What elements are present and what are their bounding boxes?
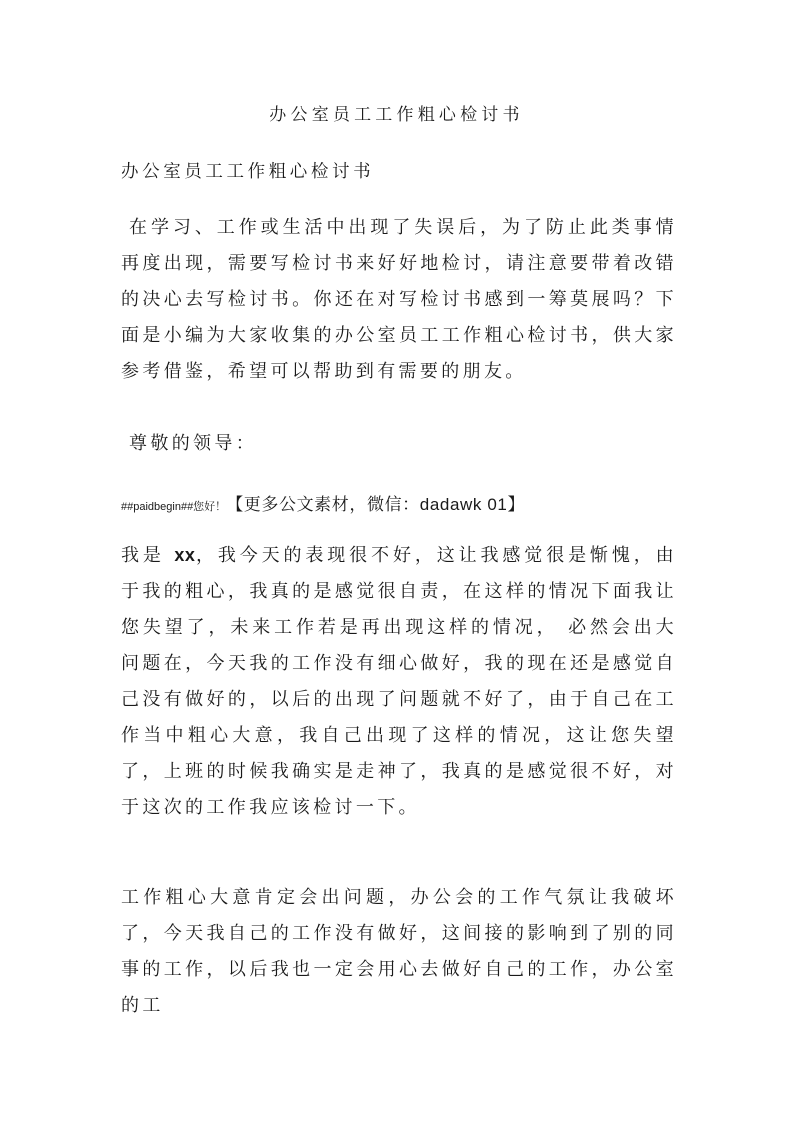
body-section-1 (121, 537, 677, 826)
intro-section (121, 210, 677, 390)
salutation-section (121, 426, 677, 462)
paid-marker-text: ##paidbegin##您好！ (121, 501, 227, 513)
promo-message-suffix: 】 (507, 495, 526, 515)
body-paragraph-1-prefix: 我是 (121, 545, 175, 566)
promo-message-prefix: 【更多公文素材，微信： (226, 495, 420, 515)
promo-line (121, 493, 525, 519)
intro-paragraph: 在学习、工作或生活中出现了失误后，为了防止此类事情再度出现，需要写检讨书来好好地检讨，请注意要带着改错的决心去写检讨书。你还在对写检讨书感到一筹莫展吗？下面是小编为大家收集的办公室员工工作粗心检讨书，供大家参考借鉴，希望可以帮助到有需要的朋友。 (121, 217, 677, 382)
author-name-placeholder: xx (174, 545, 196, 565)
promo-message-id: dadawk 01 (419, 495, 508, 514)
promo-message (226, 495, 525, 515)
body-paragraph-1-text: ，我今天的表现很不好，这让我感觉很是惭愧，由于我的粗心，我真的是感觉很自责，在这样的情况下面我让您失望了，未来工作若是再出现这样的情况， 必然会出大问题在，今天我的工作没有细心做好，我的现在还是感觉自己没有做好的，以后的出现了问题就不好了，由于自己在工作当中粗心大意，我自己出现了这样的情况，这让您失望了，上班的时候我确实是走神了，我真的是感觉很不好，对于这次的工作我应该检讨一下。 (121, 545, 677, 818)
body-section-2 (121, 880, 677, 1024)
salutation: 尊敬的领导： (129, 433, 258, 454)
document-subtitle: 办公室员工工作粗心检讨书 (121, 162, 375, 182)
body-paragraph-1 (121, 537, 677, 826)
document-title: 办公室员工工作粗心检讨书 (269, 105, 524, 125)
body-paragraph-2: 工作粗心大意肯定会出问题，办公会的工作气氛让我破坏了，今天我自己的工作没有做好，这间接的影响到了别的同事的工作，以后我也一定会用心去做好自己的工作，办公室的工 (121, 887, 677, 1016)
